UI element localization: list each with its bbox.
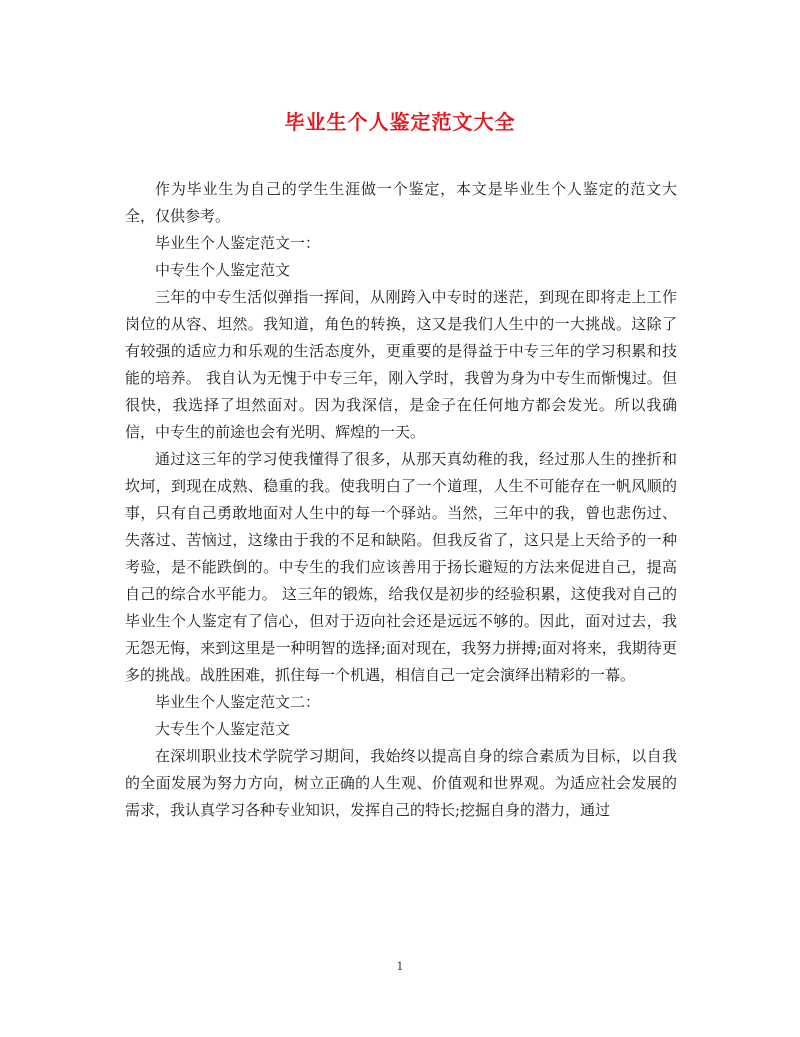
page-number: 1 <box>396 960 404 973</box>
paragraph-intro: 作为毕业生为自己的学生生涯做一个鉴定，本文是毕业生个人鉴定的范文大全，仅供参考。 <box>125 180 677 225</box>
heading-sample-one: 毕业生个人鉴定范文一： <box>155 234 321 252</box>
subheading-technical-school: 中专生个人鉴定范文 <box>155 261 291 279</box>
paragraph-technical-school-2: 通过这三年的学习使我懂得了很多，从那天真幼稚的我，经过那人生的挫折和坎坷，到现在成熟、稳重的我。使我明白了一个道理，人生不可能存在一帆风顺的事，只有自己勇敢地面对人生中的每一个驿站。当然，三年中的我，曾也悲伤过、失落过、苦恼过，这缘由于我的不足和缺陷。但我反省了，这只是上天给予的一种考验，是不能跌倒的。中专生的我们应该善用于扬长避短的方法来促进自己，提高自己的综合水平能力。 这三年的锻炼，给我仅是初步的经验积累，这使我对自己的毕业生个人鉴定有了信心，但对于迈向社会还是远远不够的。因此，面对过去，我无怨无悔，来到这里是一种明智的选择;面对现在，我努力拼搏;面对将来，我期待更多的挑战。战胜困难，抓住每一个机遇，相信自己一定会演绎出精彩的一幕。 <box>125 450 677 684</box>
heading-sample-two: 毕业生个人鉴定范文二： <box>155 693 321 711</box>
document-body <box>125 176 677 824</box>
subheading-college: 大专生个人鉴定范文 <box>155 720 291 738</box>
document-title: 毕业生个人鉴定范文大全 <box>284 110 516 134</box>
paragraph-college-1: 在深圳职业技术学院学习期间，我始终以提高自身的综合素质为目标，以自我的全面发展为努力方向，树立正确的人生观、价值观和世界观。为适应社会发展的需求，我认真学习各种专业知识，发挥自己的特长;挖掘自身的潜力，通过 <box>125 747 677 819</box>
paragraph-technical-school-1: 三年的中专生活似弹指一挥间，从刚跨入中专时的迷茫，到现在即将走上工作岗位的从容、坦然。我知道，角色的转换，这又是我们人生中的一大挑战。这除了有较强的适应力和乐观的生活态度外，更重要的是得益于中专三年的学习积累和技能的培养。 我自认为无愧于中专三年，刚入学时，我曾为身为中专生而惭愧过。但很快，我选择了坦然面对。因为我深信，是金子在任何地方都会发光。所以我确信，中专生的前途也会有光明、辉煌的一天。 <box>125 288 677 441</box>
